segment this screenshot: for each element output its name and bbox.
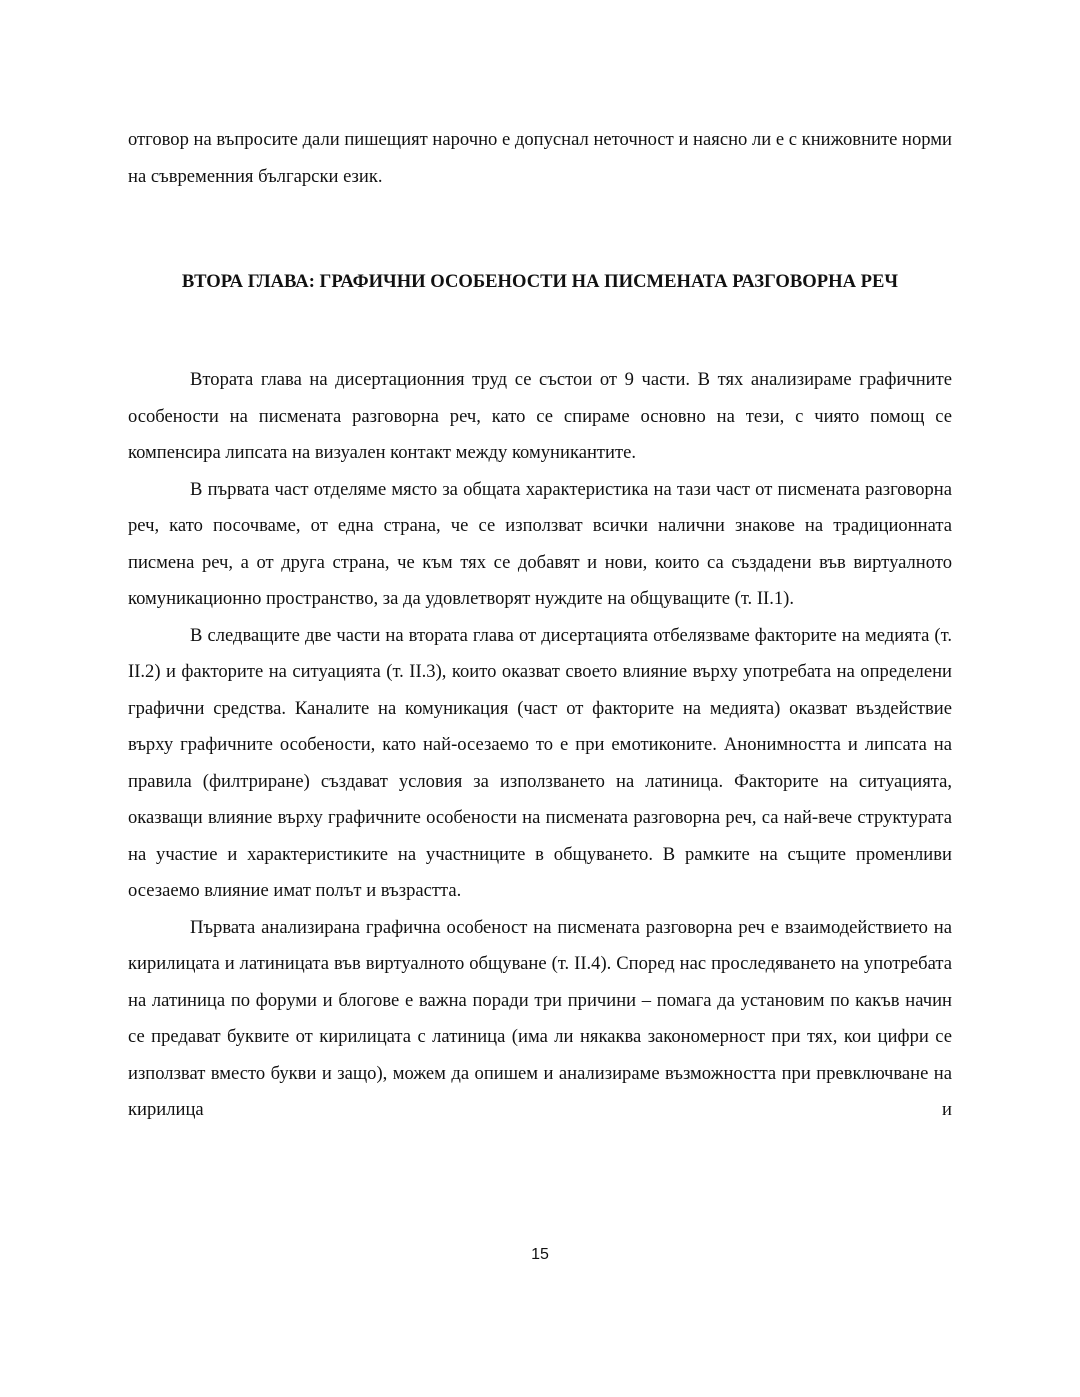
opening-paragraph: отговор на въпросите дали пишещият нарочно е допуснал неточност и наясно ли е с книжовните норми на съвременния български език. [128,129,952,187]
body-paragraph-3: В следващите две части на втората глава от дисертацията отбелязваме факторите на медията (т. II.2) и факторите на ситуацията (т. II.3), които оказват своето влияние върху употребата на определени графични средства. Каналите на комуникация (част от факторите на медията) оказват въздействие върху графичните особености, като най-осезаемо то е при емотиконите. Анонимността и липсата на правила (филтриране) създават условия за използването на латиница. Факторите на ситуацията, оказващи влияние върху графичните особености на писмената разговорна реч, са най-вече структурата на участие и характеристиките на участниците в общуването. В рамките на същите променливи осезаемо влияние имат полът и възрастта. [128,624,952,901]
body-paragraph-4: Първата анализирана графична особеност на писмената разговорна реч е взаимодействието на кирилицата и латиницата във виртуалното общуване (т. II.4). Според нас проследяването на употребата на латиница по форуми и блогове е важна поради три причини – помага да установим по какъв начин се предават буквите от кирилицата с латиница (има ли някаква закономерност при тях, кои цифри се използват вместо букви и защо), можем да опишем и анализираме възможността при превключване на кирилица и [128,916,952,1120]
document-body [128,122,952,1129]
body-paragraph-1: Втората глава на дисертационния труд се състои от 9 части. В тях анализираме графичните особености на писмената разговорна реч, като се спираме основно на тези, с чиято помощ се компенсира липсата на визуален контакт между комуникантите. [128,369,952,463]
chapter-heading: ВТОРА ГЛАВА: ГРАФИЧНИ ОСОБЕНОСТИ НА ПИСМЕНАТА РАЗГОВОРНА РЕЧ [181,271,899,292]
body-paragraph-2: В първата част отделяме място за общата характеристика на тази част от писмената разговорна реч, като посочваме, от една страна, че се използват всички налични знакове на традиционната писмена реч, а от друга страна, че към тях се добавят и нови, които са създадени във виртуалното комуникационно пространство, за да удовлетворят нуждите на общуващите (т. II.1). [128,478,952,609]
page-number: 15 [531,1246,549,1263]
